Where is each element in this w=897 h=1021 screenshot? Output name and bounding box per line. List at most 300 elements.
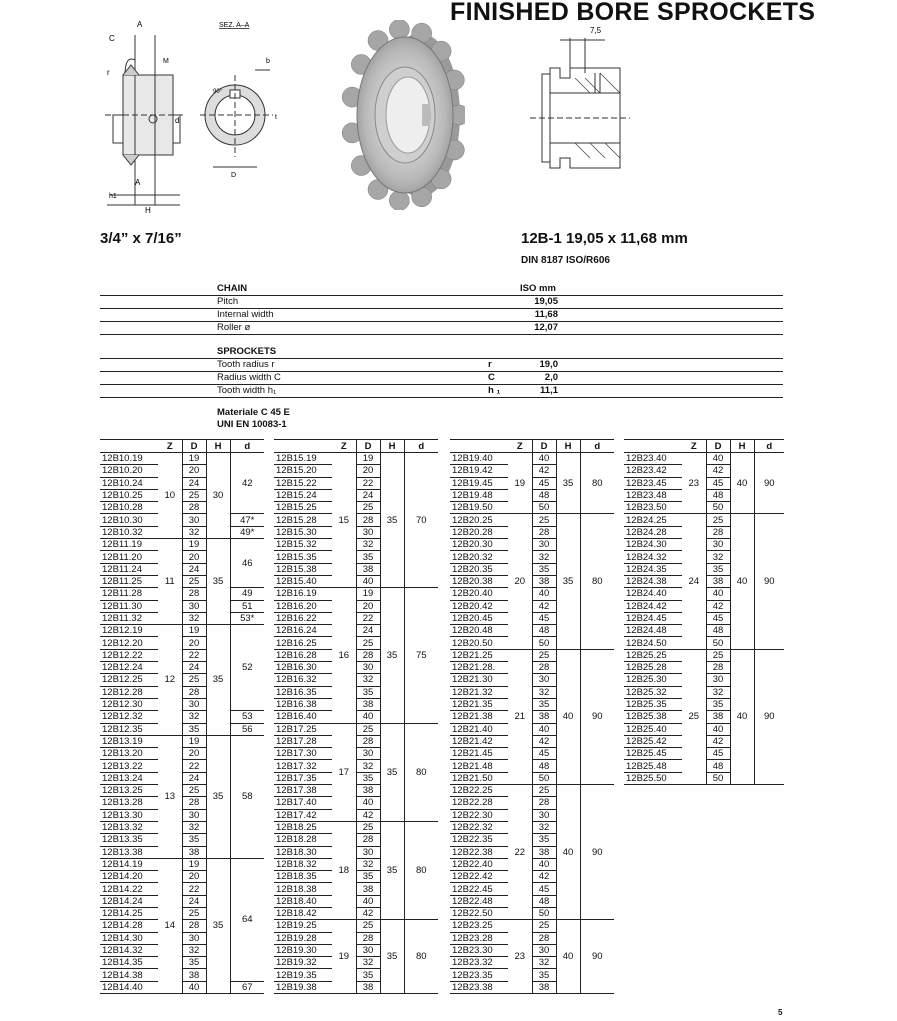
bore-diameter: 32	[182, 612, 206, 624]
part-code: 12B20.42	[450, 600, 508, 612]
part-code: 12B12.22	[100, 649, 158, 661]
table-row	[274, 588, 438, 600]
table-header-row	[450, 440, 614, 453]
part-code: 12B19.42	[450, 465, 508, 477]
sprocket-heading: SPROCKETS	[217, 346, 277, 357]
hub-diameter: 80	[404, 723, 438, 821]
part-code: 12B21.42	[450, 735, 508, 747]
bore-diameter: 25	[706, 514, 730, 526]
bore-diameter: 32	[356, 760, 380, 772]
chain-value: 11,68	[534, 309, 558, 320]
part-code: 12B14.32	[100, 944, 158, 956]
hub-diameter: 90	[580, 649, 614, 784]
chain-value: 12,07	[534, 322, 558, 333]
part-code: 12B11.24	[100, 563, 158, 575]
col-header-h: H	[380, 440, 404, 453]
bore-diameter: 30	[706, 674, 730, 686]
chain-row	[100, 296, 783, 309]
bore-diameter: 50	[532, 907, 556, 919]
hub-diameter: 42	[230, 453, 264, 514]
material-line: Materiale C 45 E	[217, 407, 290, 418]
bore-diameter: 50	[706, 637, 730, 649]
part-code: 12B23.48	[624, 489, 682, 501]
bore-diameter: 35	[706, 698, 730, 710]
part-code: 12B25.25	[624, 649, 682, 661]
bore-diameter: 32	[182, 944, 206, 956]
part-code: 12B21.50	[450, 772, 508, 784]
teeth-count: 25	[682, 649, 706, 784]
bore-diameter: 19	[182, 735, 206, 747]
bore-diameter: 50	[532, 772, 556, 784]
bore-diameter: 30	[182, 698, 206, 710]
hub-diameter: 80	[404, 821, 438, 919]
teeth-count: 19	[332, 920, 356, 994]
left-technical-drawing	[95, 15, 305, 215]
part-code: 12B19.28	[274, 932, 332, 944]
bore-diameter: 25	[356, 821, 380, 833]
chain-label: Internal width	[217, 309, 274, 320]
part-code: 12B10.19	[100, 453, 158, 465]
hub-diameter: 70	[404, 453, 438, 588]
bore-diameter: 19	[182, 858, 206, 870]
bore-diameter: 50	[706, 772, 730, 784]
bore-diameter: 45	[706, 477, 730, 489]
part-code: 12B11.20	[100, 551, 158, 563]
part-code: 12B12.35	[100, 723, 158, 735]
sprocket-value: 11,1	[540, 385, 558, 396]
bore-diameter: 32	[532, 686, 556, 698]
part-code: 12B24.30	[624, 539, 682, 551]
bore-diameter: 40	[182, 981, 206, 993]
bore-diameter: 28	[356, 735, 380, 747]
size-imperial: 3/4” x 7/16”	[100, 230, 182, 247]
bore-diameter: 30	[182, 600, 206, 612]
part-code: 12B15.25	[274, 502, 332, 514]
part-code: 12B17.30	[274, 748, 332, 760]
hub-diameter: 90	[580, 785, 614, 920]
bore-diameter: 28	[532, 662, 556, 674]
part-code: 12B21.28.	[450, 662, 508, 674]
bore-diameter: 28	[356, 514, 380, 526]
bore-diameter: 35	[182, 834, 206, 846]
table-row	[274, 920, 438, 932]
part-code: 12B21.25	[450, 649, 508, 661]
sprocket-illustration	[340, 20, 465, 210]
part-code: 12B14.30	[100, 932, 158, 944]
col-header-h: H	[730, 440, 754, 453]
bore-diameter: 40	[532, 723, 556, 735]
table-row	[274, 453, 438, 465]
bore-diameter: 28	[356, 649, 380, 661]
table-row	[100, 735, 264, 747]
part-code: 12B16.19	[274, 588, 332, 600]
part-code: 12B21.30	[450, 674, 508, 686]
part-code: 12B25.45	[624, 748, 682, 760]
bore-diameter: 30	[532, 674, 556, 686]
section-label: SEZ. A–A	[219, 22, 250, 29]
part-code: 12B14.28	[100, 920, 158, 932]
part-code: 12B22.48	[450, 895, 508, 907]
bore-diameter: 48	[706, 489, 730, 501]
bore-diameter: 24	[356, 489, 380, 501]
bore-diameter: 48	[532, 625, 556, 637]
part-code: 12B15.19	[274, 453, 332, 465]
bore-diameter: 35	[356, 871, 380, 883]
bore-diameter: 25	[182, 907, 206, 919]
bore-diameter: 38	[356, 883, 380, 895]
col-header-d-upper: D	[706, 440, 730, 453]
bore-diameter: 28	[706, 526, 730, 538]
sprocket-row	[100, 358, 783, 372]
bore-diameter: 40	[356, 575, 380, 587]
part-code: 12B10.25	[100, 489, 158, 501]
part-code: 12B14.19	[100, 858, 158, 870]
bore-diameter: 30	[706, 539, 730, 551]
table-row	[450, 453, 614, 465]
part-code: 12B23.38	[450, 981, 508, 993]
material-standard: UNI EN 10083-1	[217, 419, 287, 430]
part-code: 12B13.32	[100, 821, 158, 833]
bore-diameter: 45	[706, 748, 730, 760]
part-code: 12B23.45	[624, 477, 682, 489]
part-code: 12B21.40	[450, 723, 508, 735]
sprocket-label: Tooth radius r	[217, 359, 275, 370]
sprocket-label: Tooth width h₁	[217, 385, 277, 396]
part-code: 12B17.25	[274, 723, 332, 735]
hub-length: 40	[556, 785, 580, 920]
bore-diameter: 22	[182, 883, 206, 895]
bore-diameter: 30	[532, 539, 556, 551]
bore-diameter: 22	[356, 612, 380, 624]
part-code: 12B17.32	[274, 760, 332, 772]
bore-diameter: 25	[356, 637, 380, 649]
col-header-code	[450, 440, 508, 453]
bore-diameter: 30	[182, 932, 206, 944]
bore-diameter: 32	[532, 821, 556, 833]
table-row	[624, 649, 784, 661]
part-code: 12B22.28	[450, 797, 508, 809]
part-code: 12B20.35	[450, 563, 508, 575]
part-code: 12B24.35	[624, 563, 682, 575]
part-code: 12B24.32	[624, 551, 682, 563]
hub-diameter: 51	[230, 600, 264, 612]
part-code: 12B19.38	[274, 981, 332, 993]
hub-diameter: 49	[230, 588, 264, 600]
part-code: 12B25.35	[624, 698, 682, 710]
table-row	[100, 625, 264, 637]
bore-diameter: 35	[356, 969, 380, 981]
bore-diameter: 30	[356, 662, 380, 674]
col-header-h: H	[206, 440, 230, 453]
label-a-bottom: A	[135, 178, 141, 187]
bore-diameter: 30	[356, 526, 380, 538]
part-code: 12B11.25	[100, 575, 158, 587]
bore-diameter: 35	[356, 772, 380, 784]
table-row	[100, 723, 264, 735]
hub-diameter: 90	[754, 514, 784, 649]
size-metric: 12B-1 19,05 x 11,68 mm	[521, 230, 688, 247]
hub-length: 35	[380, 920, 404, 994]
part-code: 12B20.48	[450, 625, 508, 637]
bore-diameter: 28	[532, 526, 556, 538]
bore-diameter: 25	[182, 785, 206, 797]
part-code: 12B18.38	[274, 883, 332, 895]
part-code: 12B23.35	[450, 969, 508, 981]
part-code: 12B17.35	[274, 772, 332, 784]
bore-diameter: 28	[182, 502, 206, 514]
teeth-count: 19	[508, 453, 532, 514]
part-code: 12B16.22	[274, 612, 332, 624]
part-code: 12B21.35	[450, 698, 508, 710]
part-code: 12B18.30	[274, 846, 332, 858]
part-code: 12B13.19	[100, 735, 158, 747]
teeth-count: 10	[158, 453, 182, 539]
table-row	[450, 785, 614, 797]
teeth-count: 17	[332, 723, 356, 821]
bore-diameter: 45	[706, 612, 730, 624]
table-header-row	[624, 440, 784, 453]
part-code: 12B22.38	[450, 846, 508, 858]
part-code: 12B25.28	[624, 662, 682, 674]
hub-diameter: 47*	[230, 514, 264, 526]
bore-diameter: 50	[532, 637, 556, 649]
table-row	[100, 539, 264, 551]
bore-diameter: 30	[532, 944, 556, 956]
part-code: 12B15.38	[274, 563, 332, 575]
bore-diameter: 25	[706, 649, 730, 661]
part-code: 12B19.50	[450, 502, 508, 514]
teeth-count: 13	[158, 735, 182, 858]
bore-diameter: 20	[182, 551, 206, 563]
part-code: 12B19.32	[274, 957, 332, 969]
part-code: 12B23.28	[450, 932, 508, 944]
part-code: 12B19.48	[450, 489, 508, 501]
hub-section-drawing	[520, 18, 630, 188]
part-code: 12B20.50	[450, 637, 508, 649]
section-t: t	[275, 114, 277, 121]
hub-length: 40	[730, 514, 754, 649]
bore-diameter: 30	[356, 748, 380, 760]
sprocket-symbol: h ₁	[488, 385, 501, 396]
hub-length: 35	[380, 821, 404, 919]
bore-diameter: 20	[182, 748, 206, 760]
bore-diameter: 28	[356, 834, 380, 846]
part-code: 12B22.45	[450, 883, 508, 895]
part-code: 12B15.30	[274, 526, 332, 538]
hub-length: 35	[206, 735, 230, 858]
hub-length: 30	[206, 453, 230, 539]
page-number: 5	[778, 1008, 783, 1017]
hub-diameter: 80	[580, 453, 614, 514]
part-code: 12B24.28	[624, 526, 682, 538]
hub-diameter: 90	[754, 649, 784, 784]
part-code: 12B16.25	[274, 637, 332, 649]
table-row	[100, 453, 264, 465]
part-code: 12B25.40	[624, 723, 682, 735]
part-code: 12B16.28	[274, 649, 332, 661]
part-code: 12B13.24	[100, 772, 158, 784]
part-code: 12B25.48	[624, 760, 682, 772]
part-code: 12B20.28	[450, 526, 508, 538]
hub-length: 40	[556, 920, 580, 994]
sprocket-row	[100, 385, 783, 398]
label-d: d	[175, 116, 180, 125]
bore-diameter: 40	[706, 588, 730, 600]
hub-diameter: 56	[230, 723, 264, 735]
part-code: 12B22.40	[450, 858, 508, 870]
part-code: 12B16.20	[274, 600, 332, 612]
bore-diameter: 24	[182, 563, 206, 575]
part-code: 12B10.32	[100, 526, 158, 538]
teeth-count: 20	[508, 514, 532, 649]
part-code: 12B24.42	[624, 600, 682, 612]
part-code: 12B23.50	[624, 502, 682, 514]
part-code: 12B16.32	[274, 674, 332, 686]
teeth-count: 21	[508, 649, 532, 784]
section-angle: 90°	[213, 89, 223, 95]
teeth-count: 24	[682, 514, 706, 649]
col-header-d-lower: d	[754, 440, 784, 453]
part-code: 12B13.38	[100, 846, 158, 858]
part-code: 12B25.42	[624, 735, 682, 747]
table-row	[624, 514, 784, 526]
part-code: 12B21.32	[450, 686, 508, 698]
part-code: 12B25.50	[624, 772, 682, 784]
col-header-d-lower: d	[404, 440, 438, 453]
part-code: 12B16.40	[274, 711, 332, 723]
part-code: 12B16.38	[274, 698, 332, 710]
bore-diameter: 45	[532, 612, 556, 624]
bore-diameter: 20	[182, 465, 206, 477]
bore-diameter: 42	[706, 735, 730, 747]
bore-diameter: 19	[182, 539, 206, 551]
teeth-count: 16	[332, 588, 356, 723]
part-code: 12B20.45	[450, 612, 508, 624]
bore-diameter: 25	[532, 920, 556, 932]
teeth-count: 11	[158, 539, 182, 625]
sprocket-symbol: C	[488, 372, 495, 383]
bore-diameter: 32	[356, 674, 380, 686]
part-code: 12B17.38	[274, 785, 332, 797]
part-code: 12B11.28	[100, 588, 158, 600]
part-code: 12B11.32	[100, 612, 158, 624]
bore-diameter: 19	[182, 625, 206, 637]
bore-diameter: 32	[356, 858, 380, 870]
bore-diameter: 19	[356, 453, 380, 465]
bore-diameter: 42	[532, 465, 556, 477]
chain-label: Roller ø	[217, 322, 251, 333]
hub-diameter: 53	[230, 711, 264, 723]
bore-diameter: 38	[532, 575, 556, 587]
bore-diameter: 38	[356, 785, 380, 797]
bore-diameter: 25	[356, 723, 380, 735]
bore-diameter: 32	[356, 957, 380, 969]
bore-diameter: 35	[532, 834, 556, 846]
part-code: 12B24.50	[624, 637, 682, 649]
col-header-code	[100, 440, 158, 453]
part-code: 12B20.30	[450, 539, 508, 551]
bore-diameter: 30	[182, 809, 206, 821]
part-code: 12B10.28	[100, 502, 158, 514]
sprocket-header-row	[100, 346, 783, 358]
bore-diameter: 25	[182, 674, 206, 686]
bore-diameter: 48	[706, 625, 730, 637]
bore-diameter: 32	[182, 821, 206, 833]
part-code: 12B12.19	[100, 625, 158, 637]
part-code: 12B21.45	[450, 748, 508, 760]
table-row	[274, 821, 438, 833]
part-code: 12B12.28	[100, 686, 158, 698]
part-code: 12B24.38	[624, 575, 682, 587]
part-code: 12B14.40	[100, 981, 158, 993]
bore-diameter: 38	[356, 981, 380, 993]
bore-diameter: 25	[182, 575, 206, 587]
hub-diameter: 75	[404, 588, 438, 723]
part-code: 12B22.25	[450, 785, 508, 797]
bore-diameter: 42	[706, 465, 730, 477]
bore-diameter: 35	[182, 957, 206, 969]
part-code: 12B15.35	[274, 551, 332, 563]
bore-diameter: 28	[182, 920, 206, 932]
bore-diameter: 42	[356, 809, 380, 821]
bore-diameter: 28	[706, 662, 730, 674]
bore-diameter: 22	[356, 477, 380, 489]
part-code: 12B17.28	[274, 735, 332, 747]
hub-length: 40	[556, 649, 580, 784]
table-row	[100, 612, 264, 624]
bore-diameter: 30	[182, 514, 206, 526]
part-code: 12B14.25	[100, 907, 158, 919]
part-code: 12B10.20	[100, 465, 158, 477]
col-header-z: Z	[332, 440, 356, 453]
chain-spec	[100, 283, 783, 335]
bore-diameter: 35	[532, 563, 556, 575]
bore-diameter: 38	[706, 575, 730, 587]
hub-diameter: 58	[230, 735, 264, 858]
part-code: 12B15.22	[274, 477, 332, 489]
table-row	[274, 723, 438, 735]
col-header-d-upper: D	[356, 440, 380, 453]
bore-diameter: 38	[532, 711, 556, 723]
sprocket-table-1	[100, 439, 264, 994]
bore-diameter: 45	[532, 883, 556, 895]
bore-diameter: 22	[182, 760, 206, 772]
bore-diameter: 40	[706, 723, 730, 735]
bore-diameter: 42	[532, 600, 556, 612]
part-code: 12B15.28	[274, 514, 332, 526]
part-code: 12B16.24	[274, 625, 332, 637]
part-code: 12B24.48	[624, 625, 682, 637]
table-row	[100, 858, 264, 870]
hub-length: 35	[556, 453, 580, 514]
bore-diameter: 20	[182, 871, 206, 883]
sprocket-table-2	[274, 439, 438, 994]
bore-diameter: 48	[532, 760, 556, 772]
norms: DIN 8187 ISO/R606	[521, 255, 610, 266]
part-code: 12B19.45	[450, 477, 508, 489]
part-code: 12B22.30	[450, 809, 508, 821]
hub-length: 35	[206, 858, 230, 993]
chain-row	[100, 309, 783, 322]
bore-diameter: 24	[182, 477, 206, 489]
bore-diameter: 30	[356, 846, 380, 858]
bore-diameter: 30	[356, 944, 380, 956]
part-code: 12B13.25	[100, 785, 158, 797]
page-title: FINISHED BORE SPROCKETS	[450, 0, 816, 26]
part-code: 12B12.25	[100, 674, 158, 686]
bore-diameter: 35	[532, 969, 556, 981]
bore-diameter: 45	[532, 477, 556, 489]
